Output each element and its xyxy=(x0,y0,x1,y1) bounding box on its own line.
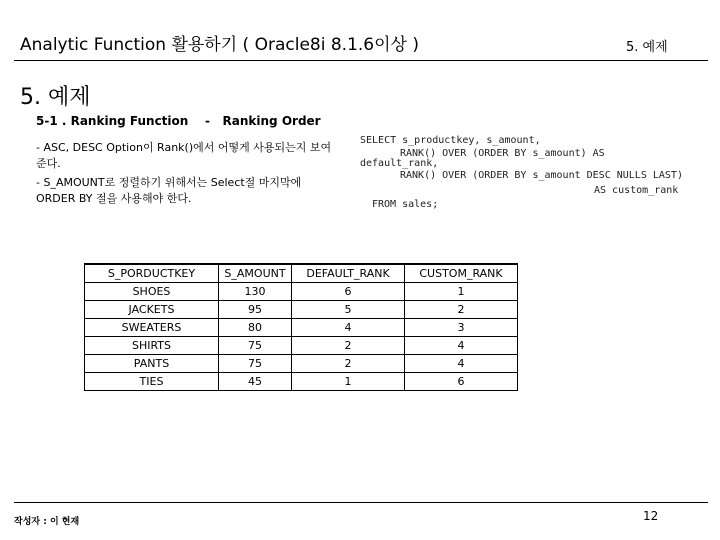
table-cell: 5 xyxy=(292,301,405,319)
table-row xyxy=(85,319,518,337)
table-cell: SHIRTS xyxy=(85,337,219,355)
page-number: 12 xyxy=(643,509,659,523)
table-row xyxy=(85,337,518,355)
slide-heading: 5. 예제 xyxy=(20,85,91,110)
header-divider xyxy=(14,60,708,61)
column-header: S_PORDUCTKEY xyxy=(85,264,219,283)
table-cell: 6 xyxy=(405,373,518,391)
table-cell: 75 xyxy=(219,337,292,355)
table-cell: 4 xyxy=(405,337,518,355)
code-line: default_rank, xyxy=(360,158,439,169)
table-row xyxy=(85,373,518,391)
column-header: DEFAULT_RANK xyxy=(292,264,405,283)
table-row xyxy=(85,355,518,373)
header-title: Analytic Function 활용하기 ( Oracle8i 8.1.6이상 ) xyxy=(20,35,419,55)
table-cell: 3 xyxy=(405,319,518,337)
table-cell: JACKETS xyxy=(85,301,219,319)
footer-author: 작성자 : 이 현재 xyxy=(14,517,80,527)
footer-divider xyxy=(14,502,708,503)
table-cell: 130 xyxy=(219,283,292,301)
code-line: FROM sales; xyxy=(372,199,439,210)
table-header-row xyxy=(85,264,518,283)
code-line: AS custom_rank xyxy=(594,185,679,196)
code-line: RANK() OVER (ORDER BY s_amount) AS xyxy=(400,148,605,159)
code-line: SELECT s_productkey, s_amount, xyxy=(360,135,541,146)
table-cell: 2 xyxy=(292,355,405,373)
subheading: 5-1 . Ranking Function - Ranking Order xyxy=(36,114,321,128)
table-cell: 2 xyxy=(292,337,405,355)
column-header: CUSTOM_RANK xyxy=(405,264,518,283)
table-cell: 45 xyxy=(219,373,292,391)
header-section-label: 5. 예제 xyxy=(626,40,668,55)
table-cell: TIES xyxy=(85,373,219,391)
table-cell: SHOES xyxy=(85,283,219,301)
table-cell: 2 xyxy=(405,301,518,319)
column-header: S_AMOUNT xyxy=(219,264,292,283)
table-cell: 6 xyxy=(292,283,405,301)
table-cell: SWEATERS xyxy=(85,319,219,337)
result-table xyxy=(84,263,518,391)
table-row xyxy=(85,301,518,319)
description-order-by: - S_AMOUNT로 정렬하기 위해서는 Select절 마지막에 ORDER BY 절을 사용해야 한다. xyxy=(36,176,302,205)
code-line: RANK() OVER (ORDER BY s_amount DESC NULLS LAST) xyxy=(400,170,683,181)
table-row xyxy=(85,283,518,301)
table-cell: 4 xyxy=(292,319,405,337)
table-cell: 1 xyxy=(292,373,405,391)
table-cell: 4 xyxy=(405,355,518,373)
table-cell: 75 xyxy=(219,355,292,373)
table-cell: PANTS xyxy=(85,355,219,373)
description-asc-desc: - ASC, DESC Option이 Rank()에서 어떻게 사용되는지 보여준다. xyxy=(36,141,332,170)
table-cell: 1 xyxy=(405,283,518,301)
table-cell: 80 xyxy=(219,319,292,337)
table-cell: 95 xyxy=(219,301,292,319)
